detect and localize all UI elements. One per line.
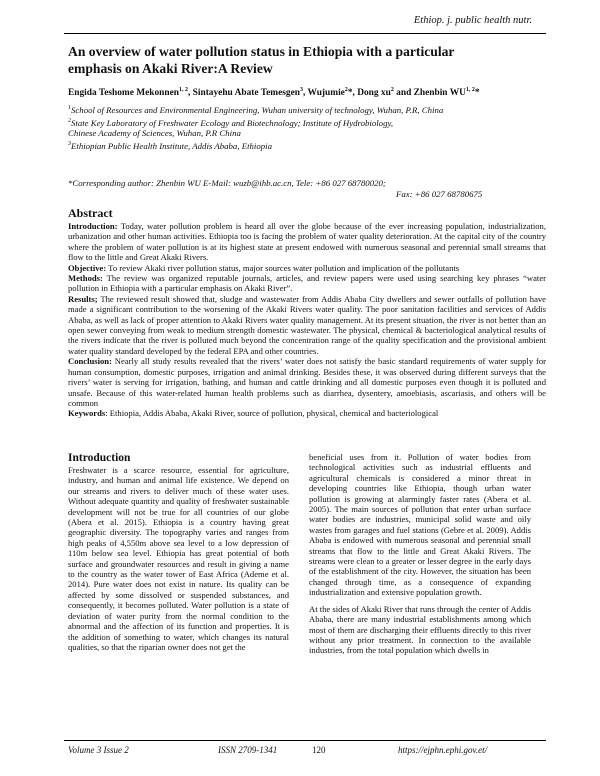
affiliation-line: $^2$State Key Laboratory of Freshwater Ecology and Biotechnology; Institute of Hydrobiology, (68, 117, 394, 128)
abstract-conclusion: Conclusion: Nearly all study results revealed that the rivers’ water does not satisfy the basic standard requirements of water supply for human consumption, domestic purposes, irrigation and animal drinking. Besides these, it was observed during different surveys that the rivers’ water is serving for irrigation, bathing, and human and cattle drinking and all domestic purposes even though it is polluted and unsafe. Because of this water-related human health problems such as diarrhea, dysentery, amoebiasis, ascariasis, and others will be common (68, 356, 546, 408)
author-name: Zhenbin WU (413, 88, 466, 99)
abstract-heading: Abstract (68, 206, 113, 220)
author-list (68, 87, 538, 98)
affiliation-line: $^1$School of Resources and Environmental Engineering, Wuhan university of technology, Wuhan, P.R, China (68, 104, 444, 115)
author-name: Dong xu (357, 88, 391, 99)
body-column-left (68, 465, 289, 658)
abstract-keywords: Keywords: Ethiopia, Addis Ababa, Akaki River, source of pollution, physical, chemical and bacteriological (68, 408, 439, 419)
corresponding-line: *Corresponding author: Zhenbin WU E-Mail: wuzb@ihb.ac.cn, Tele: +86 027 68780020; (68, 178, 386, 188)
body-column-right (309, 452, 531, 662)
footer-issn: ISSN 2709-1341 (218, 745, 278, 755)
body-paragraph: Freshwater is a scarce resource, essential for agriculture, industry, and human and animal life existence. We depend on our streams and rivers to deliver much of these water uses. Without adequate quantity and quality of freshwater sustainable development will not be true for all countries of our globe (Abera et al. 2015). Ethiopia is a country having great geographic diversity. The topography varies and ranges from high peaks of 4,550m above sea level to a low depression of 110m below sea level. Ethiopia has great potential of both surface and groundwater resources and result in giving a name to the country as the water tower of East Africa (Ademe et al. 2014). Pure water does not exist in nature. Its quality can be affected by some dissolved or suspended substances, and consequently, it becomes polluted. Water pollution is a state of deviation of water purity from the normal condition to the abnormal and the affection of its function and properties. It is the addition of something to water, which changes its natural qualities, so that the riparian owner does not get the (68, 465, 289, 652)
header-rule (64, 33, 546, 34)
abstract-body (68, 221, 546, 419)
abstract-results: Results; The reviewed result showed that, sludge and wastewater from Addis Ababa City dwellers and sewer outfalls of pollution have made a significant contribution to the worsening of the Akaki Rivers water quality. The poor sanitation facilities and services of Addis Ababa, as well as lack of proper attention to Akaki Rivers water quality management. At its present situation, the river is not better than an open sewer conveying from weak to medium strength domestic wastewater. The physical, chemical & bacteriological analytical results of the rivers indicate that the river is polluted much beyond the concentration range of the quality specification and the provisional ambient water quality standard developed by the federal EPA and other countries. (68, 293, 546, 356)
fax-line: Fax: +86 027 68780675 (396, 189, 483, 199)
author-name: Sintayehu Abate Temesgen (192, 88, 300, 99)
author-separator: and (393, 88, 414, 99)
author-separator: , (187, 88, 193, 99)
footer-rule (64, 740, 546, 741)
author-affil-mark: 1, 2 (178, 87, 188, 93)
corresponding-author (68, 178, 538, 200)
body-paragraph: beneficial uses from it. Pollution of water bodies from technological activities such as industrial effluents and agricultural chemicals is considered a minor threat in developing countries like Ethiopia, though urban water pollution is growing at alarmingly faster rates (Abera et al. 2005). The main sources of pollution that enter urban surface water bodies are industries, municipal solid waste and oily wastes from garages and fuel stations (Gebre et al. 2009). Addis Ababa is endowed with numerous seasonal and perennial small streams that flow to the little and Great Akaki Rivers. The streams were clean to a greater or lesser degree in the early days of the establishment of the city. However, the situation has been changed through time, as a consequence of expanding industrialization and extensive population growth. (309, 452, 531, 598)
affiliation-list (68, 103, 538, 151)
author-separator: * (474, 88, 480, 99)
affiliation-line: Chinese Academy of Sciences, Wuhan, P.R China (68, 128, 241, 139)
journal-url[interactable]: https://ejphn.ephi.gov.et/ (398, 745, 488, 755)
abstract-introduction: Introduction: Today, water pollution problem is heard all over the globe because of the ever increasing population, industrialization, urbanization and other human activities. Ethiopia too is facing the problem of water quality deterioration. At the capital city of the country where the problem of water pollution is at its highest state at present endowed with numerous seasonal and perennial small streams that flow to the little and Great Akaki Rivers. (68, 221, 546, 263)
author-separator: , (302, 88, 308, 99)
author-separator: *, (347, 88, 358, 99)
author-name: Wujumie (307, 88, 345, 99)
author-affil-mark: 2 (390, 87, 394, 93)
abstract-objective: Objective: To review Akaki river pollution status, major sources water pollution and implication of the pollutants (68, 262, 460, 273)
journal-name: Ethiop. j. public health nutr. (413, 15, 532, 26)
footer-volume: Volume 3 Issue 2 (68, 745, 129, 755)
body-paragraph: At the sides of Akaki River that runs through the center of Addis Ababa, there are many industrial establishments among which most of them are discharging their effluents directly to this river without any prior treatment. In connection to the available industries, from the total population which dwells in (309, 603, 531, 656)
abstract-methods: Methods: The review was organized reputable journals, articles, and review papers were used using searching key phrases “water pollution in Ethiopia with a particular emphasis on Akaki River”. (68, 273, 546, 294)
affiliation-line: $^3$Ethiopian Public Health Institute, Addis Ababa, Ethiopia (68, 140, 273, 151)
page-number: 120 (312, 745, 326, 755)
author-affil-mark: 2 (344, 87, 348, 93)
author-affil-mark: 3 (299, 87, 303, 93)
introduction-heading: Introduction (68, 452, 131, 464)
author-affil-mark: 1, 2 (465, 87, 475, 93)
paper-title: An overview of water pollution status in Ethiopia with a particular emphasis on Akaki River:A Review (68, 44, 455, 76)
author-name: Engida Teshome Mekonnen (68, 88, 179, 99)
